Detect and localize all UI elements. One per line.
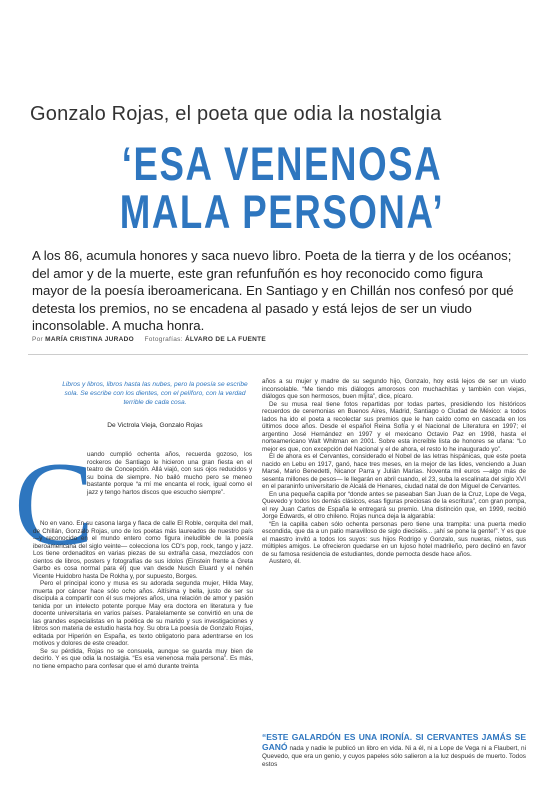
pull-quote-text: nada y nadie le publicó un libro en vida. Ni a él, ni a Lope de Vega ni a Flaubert, ni Quevedo, que era un genio, y cuyos papeles sólo salieron a la luz después de muerto. Todos estos (262, 745, 526, 768)
column-1-intro (87, 451, 252, 496)
paragraph: Se su pérdida, Rojas no se consuela, aunque se guarda muy bien de decirlo. Y es que odia la nostalgia. “Es esa venenosa mala persona”. Es más, no tiene empacho para confesar que el amó durante treinta (33, 647, 253, 670)
paragraph: “En la capilla caben sólo ochenta personas pero tiene una trampita: una puerta medio escondida, que da a un patio maravilloso de siglo dieciséis... ¡ahí se pone la gente!”. Y es que el maestro invitó a todos los suyos: sus hijos Rodrigo y Gonzalo, sus nueras, nietos, sus múltiples amigos. Le ofrecieron quedarse en un lujoso hotel madrileño, pero declinó en favor de su famosa residencia de estudiantes, donde pernocta desde hace años. (262, 520, 526, 558)
byline-author: MARÍA CRISTINA JURADO (45, 336, 134, 343)
column-2-body (262, 378, 526, 566)
section-divider (28, 354, 528, 355)
paragraph: uando cumplió ochenta años, recuerda gozoso, los rockeros de Santiago le hicieron una gran fiesta en el teatro de Concepción. Allá viajó, con sus ojos reducidos y su boina de siempre. No bailó mucho pero se meneo bastante porque “a mí me encanta el rock, igual como el jazz y tengo hartos discos que escucho siempre”. (87, 451, 252, 496)
headline-line-1: ‘ESA VENENOSA (121, 137, 443, 190)
headline-line-2: MALA PERSONA’ (119, 185, 445, 238)
paragraph: En una pequeña capilla por “donde antes se paseaban San Juan de la Cruz, Lope de Vega, Quevedo y todos los demás clásicos, esas figuras preciosas de la escritura”, con gran pompa, el rey Juan Carlos de España le entregará su premio. Una distinción que, en 1999, recibió Jorge Edwards, el otro chileno. Rojas nunca deja la algarabía: (262, 490, 526, 520)
paragraph: Pero el principal icono y musa es su adorada segunda mujer, Hilda May, muerta por cáncer hace sólo ocho años. Altísima y bella, justo de ser su discípula a compartir con él sus mejores años, una relación de amor y pasión tenida por un intelecto potente porque May era doctora en literatura y fue docente universitaria en varios países. Paralelamente se convirtió en una de las grandes especialistas en la poética de su marido y sus investigaciones y libros son materia de estudio hasta hoy. Su obra La poesía de Gonzalo Rojas, editada por Hiperión en España, es texto obligatorio para adentrarse en los motivos y dolores de este creador. (33, 580, 253, 647)
photo-credit-label: Fotografías: (144, 336, 183, 343)
paragraph: El de ahora es el Cervantes, considerado el Nobel de las letras hispánicas, que este poeta nacido en Lebu en 1917, ganó, hace tres meses, en la mejor de las lides, venciendo a Juan Marsé, Mario Benedetti, Nicanor Parra y Julián Marías. Noventa mil euros —algo más de sesenta millones de pesos— le llegarán en abril cuando, el 23, suba la escalinata del siglo XVI en el paraninfo universitario de Alcalá de Henares, ciudad natal de don Miguel de Cervantes. (262, 453, 526, 490)
pull-quote-highlight: “ESTE GALARDÓN ES UNA IRONÍA. SI CERVANTES JAMÁS SE GANÓ (262, 732, 526, 752)
epigraph-source: De Victrola Vieja, Gonzalo Rojas (107, 422, 203, 429)
paragraph: años a su mujer y madre de su segundo hijo, Gonzalo, hoy está lejos de ser un viudo inconsolable. “Me tiendo mis diálogos amorosos con muchachitas y también con viejas, diálogos que son hermosos, buen mijita”, dice, pícaro. (262, 378, 526, 400)
article-kicker: Gonzalo Rojas, el poeta que odia la nostalgia (30, 103, 442, 125)
pull-quote (262, 733, 526, 769)
photo-credit-author: ÁLVARO DE LA FUENTE (184, 336, 266, 343)
byline-label: Por (32, 336, 44, 343)
drop-cap: C (14, 437, 95, 570)
paragraph: Austero, él. (269, 558, 301, 565)
byline (32, 336, 266, 343)
article-headline (79, 137, 485, 238)
article-lede: A los 86, acumula honores y saca nuevo libro. Poeta de la tierra y de los océanos; del amor y de la muerte, este gran refunfuñón es hoy reconocido como figura mayor de la poesía iberoamericana. En Santiago y en Chillán nos confesó por qué detesta los premios, no se encadena al pasado y está lejos de ser un viudo inconsolable. A mucha honra. (32, 248, 514, 333)
epigraph: Libros y libros, libros hasta las nubes, pero la poesía se escribe sola. Se escribe con los dientes, con el pelíforo, con la verdad terrible de cada cosa. (62, 381, 248, 407)
column-1-body (33, 520, 253, 670)
paragraph: De su musa real tiene fotos repartidas por todas partes, presidiendo los históricos recuerdos de ceremonias en Buenos Aires, Madrid, Santiago o Ciudad de México: a todos lados ha ido el poeta a recolectar sus premios que le han caído como en cascada en los últimos doce años. Desde el español Reina Sofía y el Nacional de Literatura en 1997; el argentino José Hernández en 1997 y el mexicano Octavio Paz en 1998, hasta el norteamericano Walt Whitman en 2001. Sobre esta increíble lista de honores se ufana: “Lo mejor es que, con excepción del Nacional y el de ahora, el resto lo he inaugurado yo”. (262, 400, 526, 453)
paragraph: No en vano. En su casona larga y flaca de calle El Roble, cerquita del mall, de Chillán, Gonzalo Rojas, uno de los poetas más laureados de nuestro país —y reconocido en el mundo entero como figura ineludible de la poesía iberoamericana del siglo veinte— colecciona los CD's pop, rock, tango y jazz. Los tiene ordenaditos en varias piezas de su extraña casa, mezclados con cientos de libros, posters y fotografías de sus ídolos (Einstein frente a Greta Garbo es cosa normal para él) que van desde Nusch Eluard y el nehén Vicente Huidobro hasta De Rokha y, por supuesto, Borges. (33, 520, 253, 580)
